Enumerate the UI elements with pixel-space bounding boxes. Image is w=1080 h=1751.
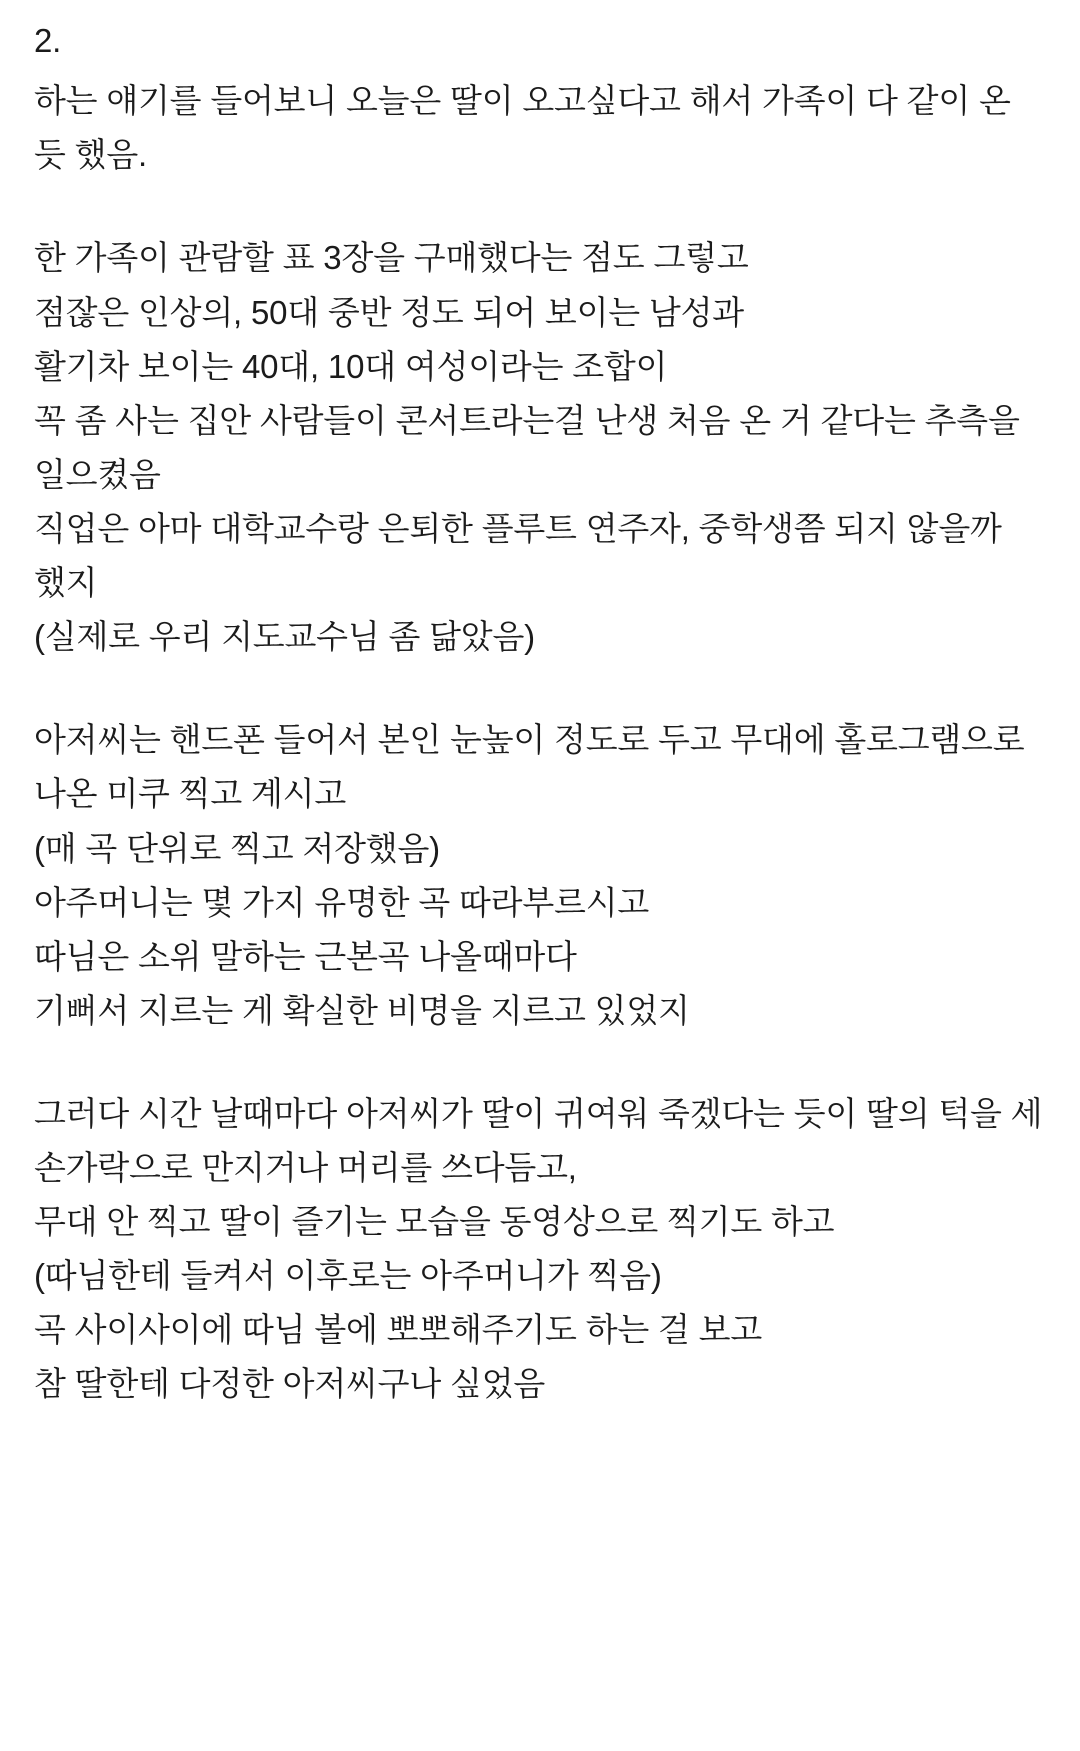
paragraph-1: [34, 74, 1046, 182]
text-line: 하는 얘기를 들어보니 오늘은 딸이 오고싶다고 해서 가족이 다 같이 온 듯 했음.: [34, 82, 1011, 174]
text-line: 점잖은 인상의, 50대 중반 정도 되어 보이는 남성과: [34, 293, 744, 331]
text-line: 따님은 소위 말하는 근본곡 나올때마다: [34, 937, 577, 975]
paragraph-spacer: [34, 1038, 1046, 1087]
text-line: 한 가족이 관람할 표 3장을 구매했다는 점도 그렇고: [34, 239, 749, 277]
item-number: 2.: [34, 22, 62, 59]
text-line: 무대 안 찍고 딸이 즐기는 모습을 동영상으로 찍기도 하고: [34, 1203, 835, 1241]
paragraph-spacer: [34, 664, 1046, 713]
paragraph-2: [34, 231, 1046, 664]
text-line: 아주머니는 몇 가지 유명한 곡 따라부르시고: [34, 883, 650, 921]
text-line: 아저씨는 핸드폰 들어서 본인 눈높이 정도로 두고 무대에 홀로그램으로 나온 미쿠 찍고 계시고: [34, 721, 1025, 813]
text-line: 직업은 아마 대학교수랑 은퇴한 플루트 연주자, 중학생쯤 되지 않을까 했지: [34, 509, 1002, 602]
text-line: 활기차 보이는 40대, 10대 여성이라는 조합이: [34, 347, 668, 385]
text-line: 기뻐서 지르는 게 확실한 비명을 지르고 있었지: [34, 991, 690, 1029]
text-line: (따님한테 들켜서 이후로는 아주머니가 찍음): [34, 1257, 662, 1295]
text-line: 곡 사이사이에 따님 볼에 뽀뽀해주기도 하는 걸 보고: [34, 1311, 763, 1349]
text-line: (매 곡 단위로 찍고 저장했음): [34, 829, 440, 867]
post-body: [34, 18, 1046, 1412]
paragraph-4: [34, 1087, 1046, 1412]
text-line: 참 딸한테 다정한 아저씨구나 싶었음: [34, 1365, 546, 1403]
text-line: (실제로 우리 지도교수님 좀 닮았음): [34, 618, 535, 656]
text-line: 그러다 시간 날때마다 아저씨가 딸이 귀여워 죽겠다는 듯이 딸의 턱을 세 손가락으로 만지거나 머리를 쓰다듬고,: [34, 1094, 1043, 1187]
text-line: 꼭 좀 사는 집안 사람들이 콘서트라는걸 난생 처음 온 거 같다는 추측을 일으켰음: [34, 401, 1020, 493]
paragraph-3: [34, 713, 1046, 1038]
paragraph-spacer: [34, 182, 1046, 231]
